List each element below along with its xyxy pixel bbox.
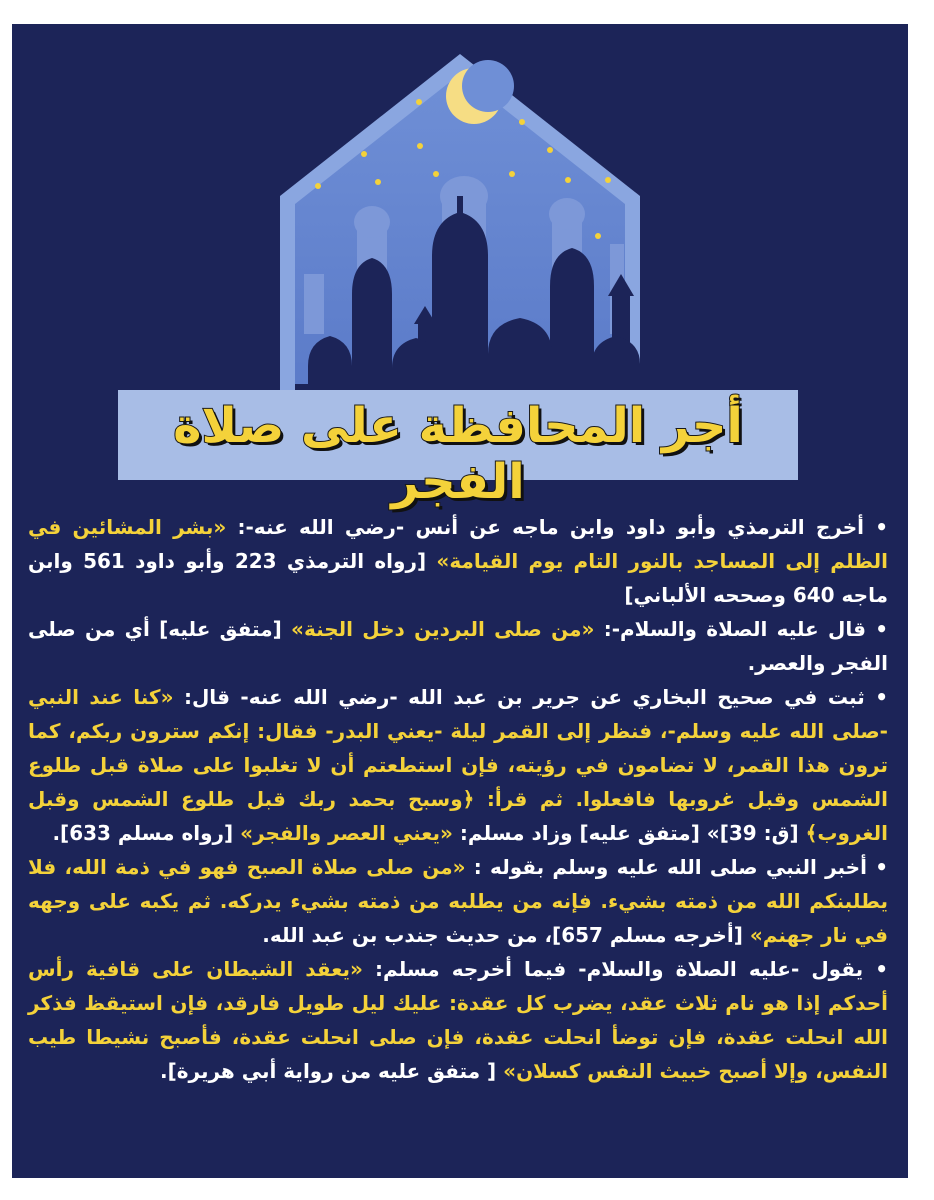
hadith-quote: «من صلى صلاة الصبح فهو في ذمة الله، فلا يطلبنكم الله من ذمته بشيء. فإنه من يطلبه من ذمته بشيء يدركه. ثم يكبه على وجهه في نار جهنم» [28, 855, 888, 947]
reference-text: [ متفق عليه من رواية أبي هريرة]. [159, 1059, 504, 1083]
hadith-quote: «كنا عند النبي -صلى الله عليه وسلم-، فنظر إلى القمر ليلة -يعني البدر- فقال: إنكم سترون ربكم، كما ترون هذا القمر، لا تضامون في رؤيته، فإن استطعتم أن لا تغلبوا على صلاة قبل طلوع الشمس وقبل غروبها فافعلوا. ثم قرأ: ﴿وسبح بحمد ربك قبل طلوع الشمس وقبل الغروب﴾ [28, 685, 888, 845]
hadith-quote: «يعقد الشيطان على قافية رأس أحدكم إذا هو نام ثلاث عقد، يضرب كل عقدة: عليك ليل طويل فارقد، فإن استيقظ فذكر الله انحلت عقدة، فإن توضأ انحلت عقدة، فإن صلى انحلت عقدة، فأصبح نشيطا طيب النفس، وإلا أصبح خبيث النفس كسلان» [28, 957, 888, 1083]
bullet: • [875, 515, 888, 539]
bullet: • [875, 957, 889, 981]
reference-text: [رواه مسلم 633]. [52, 821, 241, 845]
paragraph-text: أخبر النبي صلى الله عليه وسلم بقوله : [465, 855, 876, 879]
poster-card [12, 24, 908, 1178]
bullet: • [875, 617, 889, 641]
list-item [28, 510, 888, 612]
reference-text: [متفق عليه] أي من صلى الفجر والعصر. [28, 617, 888, 675]
reference-text: [رواه الترمذي 223 وأبو داود 561 وابن ماجه 640 وصححه الألباني] [28, 549, 888, 607]
list-item [28, 612, 888, 680]
list-item [28, 680, 888, 850]
paragraph-text: ثبت في صحيح البخاري عن جرير بن عبد الله -رضي الله عنه- قال: [173, 685, 876, 709]
hadith-quote: «من صلى البردين دخل الجنة» [291, 617, 595, 641]
hadith-list [28, 510, 888, 1088]
reference-text: [ق: 39]» [متفق عليه] وزاد مسلم: [452, 821, 806, 845]
hadith-quote: «بشر المشائين في الظلم إلى المساجد بالنور التام يوم القيامة» [28, 515, 888, 573]
page-title: أجر المحافظة على صلاة الفجر [173, 398, 743, 510]
list-item [28, 952, 888, 1088]
hadith-quote: «يعني العصر والفجر» [240, 821, 453, 845]
paragraph-text: يقول -عليه الصلاة والسلام- فيما أخرجه مسلم: [362, 957, 876, 981]
paragraph-text: قال عليه الصلاة والسلام-: [594, 617, 876, 641]
bullet: • [875, 685, 888, 709]
paragraph-text: أخرج الترمذي وأبو داود وابن ماجه عن أنس -رضي الله عنه-: [226, 515, 876, 539]
list-item [28, 850, 888, 952]
reference-text: [أخرجه مسلم 657]، من حديث جندب بن عبد الله. [262, 923, 750, 947]
bullet: • [875, 855, 888, 879]
